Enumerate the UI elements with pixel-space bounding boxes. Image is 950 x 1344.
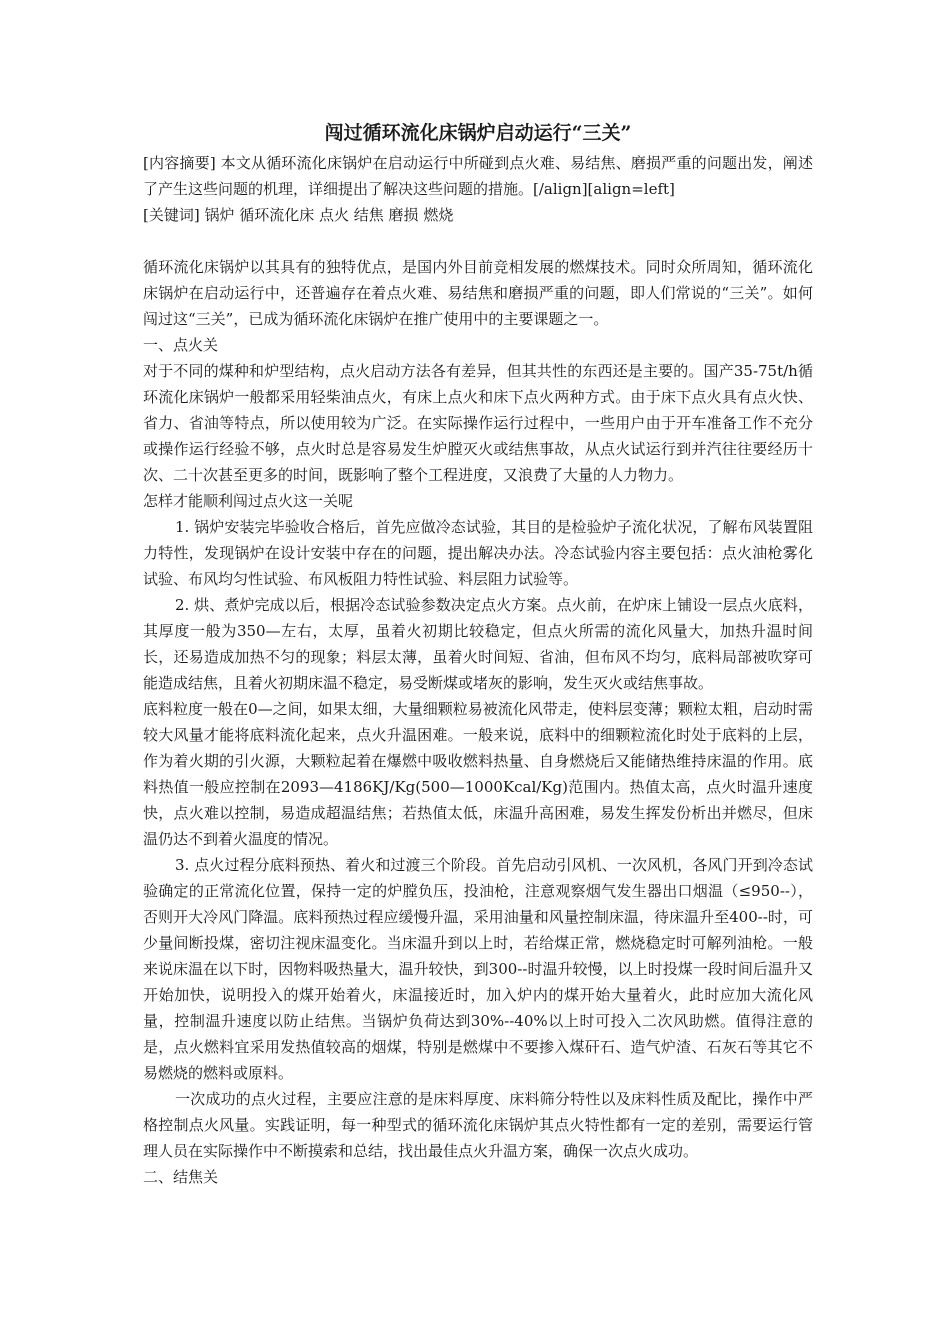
abstract-paragraph: [内容摘要] 本文从循环流化床锅炉在启动运行中所碰到点火难、易结焦、磨损严重的问题出发，阐述了产生这些问题的机理，详细提出了解决这些问题的措施。[/align][align=left] bbox=[143, 154, 813, 198]
ignition-step-2: 2. 烘、煮炉完成以后，根据冷态试验参数决定点火方案。点火前，在炉床上铺设一层点火底料，其厚度一般为350—左右，太厚，虽着火初期比较稳定，但点火所需的流化风量大，加热升温时间长，还易造成加热不匀的现象；料层太薄，虽着火时间短、省油，但布风不均匀，底料局部被吹穿可能造成结焦，且着火初期床温不稳定，易受断煤或堵灰的影响，发生灭火或结焦事故。 bbox=[143, 596, 813, 692]
section-heading-ignition: 一、点火关 bbox=[143, 336, 219, 354]
document-title: 闯过循环流化床锅炉启动运行“三关” bbox=[324, 122, 632, 144]
ignition-question: 怎样才能顺利闯过点火这一关呢 bbox=[143, 492, 354, 510]
ignition-conclusion: 一次成功的点火过程，主要应注意的是床料厚度、床料筛分特性以及床料性质及配比，操作中严格控制点火风量。实践证明，每一种型式的循环流化床锅炉其点火特性都有一定的差别，需要运行管理人员在实际操作中不断摸索和总结，找出最佳点火升温方案，确保一次点火成功。 bbox=[143, 1090, 813, 1160]
ignition-paragraph: 对于不同的煤种和炉型结构，点火启动方法各有差异，但其共性的东西还是主要的。国产35-75t/h循环流化床锅炉一般都采用轻柴油点火，有床上点火和床下点火两种方式。由于床下点火具有点火快、省力、省油等特点，所以使用较为广泛。在实际操作运行过程中，一些用户由于开车准备工作不充分或操作运行经验不够，点火时总是容易发生炉膛灭火或结焦事故，从点火试运行到并汽往往要经历十次、二十次甚至更多的时间，既影响了整个工程进度，又浪费了大量的人力物力。 bbox=[143, 362, 813, 484]
ignition-step-2-continued: 底料粒度一般在0—之间，如果太细，大量细颗粒易被流化风带走，使料层变薄；颗粒太粗，启动时需较大风量才能将底料流化起来，点火升温困难。一般来说，底料中的细颗粒流化时处于底料的上层，作为着火期的引火源，大颗粒起着在爆燃中吸收燃料热量、自身燃烧后又能储热维持床温的作用。底料热值一般应控制在2093—4186KJ/Kg(500—1000Kcal/Kg)范围内。热值太高，点火时温升速度快，点火难以控制，易造成超温结焦；若热值太低，床温升高困难，易发生挥发份析出并燃尽，但床温仍达不到着火温度的情况。 bbox=[143, 700, 813, 848]
ignition-step-1: 1. 锅炉安装完毕验收合格后，首先应做冷态试验，其目的是检验炉子流化状况，了解布风装置阻力特性，发现锅炉在设计安装中存在的问题，提出解决办法。冷态试验内容主要包括：点火油枪雾化试验、布风均匀性试验、布风板阻力特性试验、料层阻力试验等。 bbox=[143, 518, 813, 588]
intro-paragraph: 循环流化床锅炉以其具有的独特优点，是国内外目前竞相发展的燃煤技术。同时众所周知，循环流化床锅炉在启动运行中，还普遍存在着点火难、易结焦和磨损严重的问题，即人们常说的“三关”。如何闯过这“三关”，已成为循环流化床锅炉在推广使用中的主要课题之一。 bbox=[143, 258, 813, 328]
ignition-step-3: 3. 点火过程分底料预热、着火和过渡三个阶段。首先启动引风机、一次风机，各风门开到冷态试验确定的正常流化位置，保持一定的炉膛负压，投油枪，注意观察烟气发生器出口烟温（≤950--），否则开大冷风门降温。底料预热过程应缓慢升温，采用油量和风量控制床温，待床温升至400--时，可少量间断投煤，密切注视床温变化。当床温升到以上时，若给煤正常，燃烧稳定时可解列油枪。一般来说床温在以下时，因物料吸热量大，温升较快，到300--时温升较慢，以上时投煤一段时间后温升又开始加快，说明投入的煤开始着火，床温接近时，加入炉内的煤开始大量着火，此时应加大流化风量，控制温升速度以防止结焦。当锅炉负荷达到30%--40%以上时可投入二次风助燃。值得注意的是，点火燃料宜采用发热值较高的烟煤，特别是燃煤中不要掺入煤矸石、造气炉渣、石灰石等其它不易燃烧的燃料或原料。 bbox=[143, 856, 813, 1082]
keywords-line: [关键词] 锅炉 循环流化床 点火 结焦 磨损 燃烧 bbox=[143, 206, 454, 224]
document-page bbox=[143, 118, 813, 1190]
section-heading-coking: 二、结焦关 bbox=[143, 1168, 219, 1186]
blank-line bbox=[143, 228, 813, 254]
